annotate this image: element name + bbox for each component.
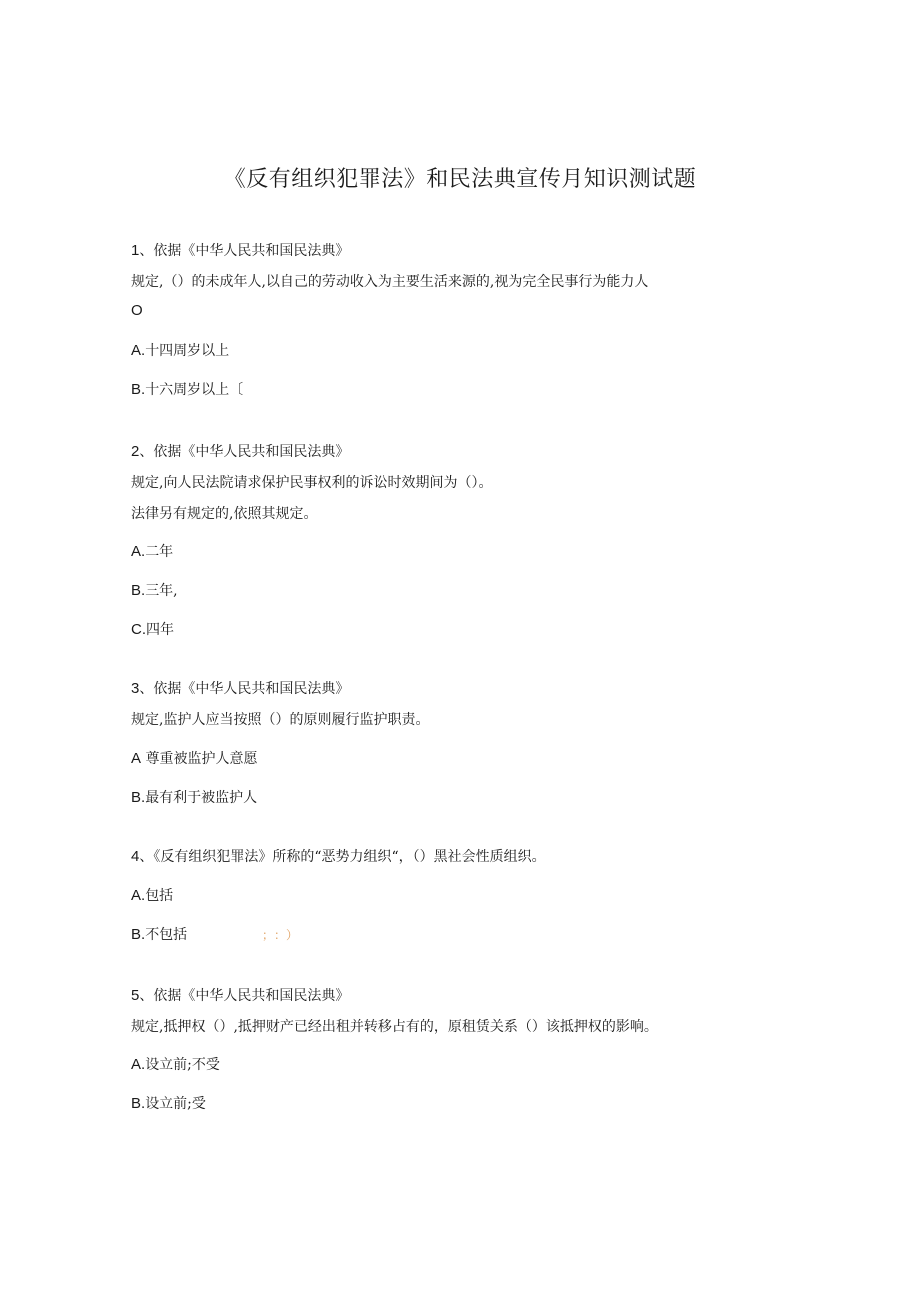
question-1-line-2: 规定,（）的未成年人,以自己的劳动收入为主要生活来源的,视为完全民事行为能力人 [131,274,649,290]
option-letter: B. [131,381,146,398]
question-1-number: 1 [131,242,140,259]
option-text: 最有利于被监护人 [145,790,258,806]
question-5-option-b [131,1093,206,1113]
option-text: 三年, [145,583,178,599]
question-3-line-1: 、依据《中华人民共和国民法典》 [139,681,350,697]
option-text: 尊重被监护人意愿 [145,751,258,767]
question-3-line-2: 规定,监护人应当按照（）的原则履行监护职责。 [131,712,430,728]
question-4-line-1: 、《反有组织犯罪法》所称的“恶势力组织“，（）黑社会性质组织。 [139,849,546,865]
option-letter: A. [131,1056,146,1073]
option-letter: B. [131,582,146,599]
question-2-option-b [131,580,178,600]
option-letter: A [131,750,142,767]
question-1-option-b [131,379,243,399]
question-4-number: 4 [131,848,140,865]
question-3-option-a [131,748,257,768]
question-4-stem [131,846,546,866]
question-5-line-2: 规定,抵押权（）,抵押财产已经出租并转移占有的，原租赁关系（）该抵押权的影响。 [131,1019,658,1035]
question-3-number: 3 [131,680,140,697]
option-letter: B. [131,789,146,806]
question-1-option-a [131,340,229,360]
question-2-option-a [131,541,173,561]
question-4-option-a [131,885,173,905]
question-2-option-c [131,619,174,639]
question-2-line-1: 、依据《中华人民共和国民法典》 [139,444,350,460]
page-title: 《反有组织犯罪法》和民法典宣传月知识测试题 [223,167,697,192]
question-2-line-3: 法律另有规定的,依照其规定。 [131,506,318,522]
option-text: 二年 [145,544,174,560]
question-2-stem [131,441,349,461]
option-text: 设立前;受 [145,1096,206,1112]
question-4-option-b [131,924,187,944]
option-letter: A. [131,887,146,904]
question-1-line-1: 、依据《中华人民共和国民法典》 [139,243,350,259]
question-1-line-3: O [131,302,143,319]
option-text: 十四周岁以上 [145,343,230,359]
option-letter: B. [131,1095,146,1112]
question-3-option-b [131,787,257,807]
option-text: 设立前;不受 [145,1057,220,1073]
option-letter: C. [131,621,146,638]
option-text: 包括 [145,888,174,904]
question-5-number: 5 [131,987,140,1004]
question-1-stem [131,240,349,260]
stray-mark: ；：） [262,928,305,942]
question-2-line-2: 规定,向人民法院请求保护民事权利的诉讼时效期间为（）。 [131,475,493,491]
option-letter: A. [131,543,146,560]
question-3-stem [131,678,349,698]
question-2-number: 2 [131,443,140,460]
question-5-option-a [131,1054,220,1074]
question-5-stem [131,985,349,1005]
option-letter: A. [131,342,146,359]
question-5-line-1: 、依据《中华人民共和国民法典》 [139,988,350,1004]
option-text: 十六周岁以上〔 [145,382,244,398]
option-letter: B. [131,926,146,943]
option-text: 不包括 [145,927,188,943]
option-text: 四年 [146,622,174,638]
